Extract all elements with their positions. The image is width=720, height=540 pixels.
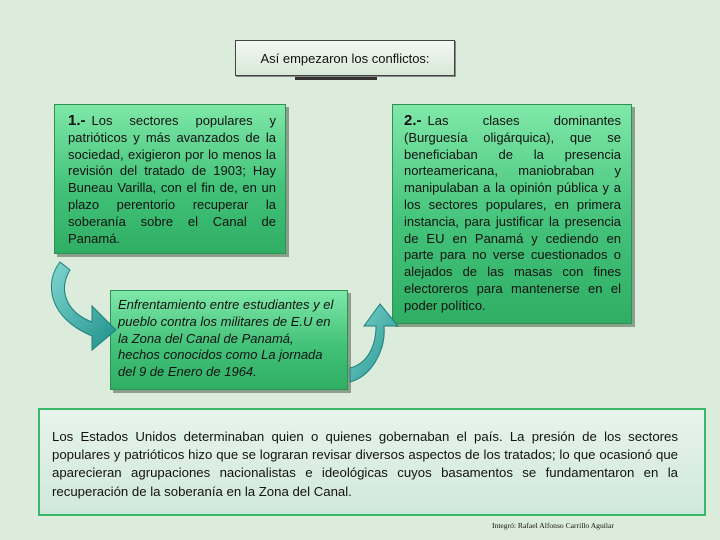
- point-1-box: [54, 104, 286, 254]
- point-1-number: 1.-: [68, 112, 86, 129]
- confrontation-text: Enfrentamiento entre estudiantes y el pueblo contra los militares de E.U en la Zona del Canal de Panamá, hechos conocidos como La jornada del 9 de Enero de 1964.: [118, 297, 334, 380]
- point-2-box: [392, 104, 632, 324]
- conclusion-box: [38, 408, 706, 516]
- title-underline: [295, 77, 377, 80]
- conclusion-text: Los Estados Unidos determinaban quien o quienes gobernaban el país. La presión de los sectores populares y patrióticos hizo que se lograran revisar diversos aspectos de los tratados; lo que ocasionó que aparecieran agrupaciones nacionalistas e ideológicas cuyos basamentos se fundamentaron en la recuperación de la soberanía en la Zona del Canal.: [52, 429, 678, 499]
- curved-arrow-right-icon: [350, 304, 398, 382]
- slide-title: Así empezaron los conflictos:: [260, 50, 430, 66]
- point-2-number: 2.-: [404, 112, 422, 129]
- curved-arrow-left-icon: [51, 262, 116, 350]
- confrontation-box: [110, 290, 348, 390]
- credit-text: Integró: Rafael Alfonso Carrillo Aguilar: [492, 521, 614, 530]
- point-1-text: Los sectores populares y patrióticos y más avanzados de la sociedad, exigieron por lo menos la revisión del tratado de 1903; Hay Buneau Varilla, con el fin de, en un plazo perentorio recuperar la soberanía sobre el Canal de Panamá.: [68, 113, 276, 246]
- point-2-text: Las clases dominantes (Burguesía oligárquica), que se beneficiaban de la presencia norteamericana, maniobraban y manipulaban a la opinión pública y a los sectores populares, en primera instancia, para justificar la presencia de EU en Panamá y cediendo en parte para no verse cuestionados o alejados de las masas con fines electoreros para mantenerse en el poder político.: [404, 113, 621, 313]
- title-box: [235, 40, 455, 76]
